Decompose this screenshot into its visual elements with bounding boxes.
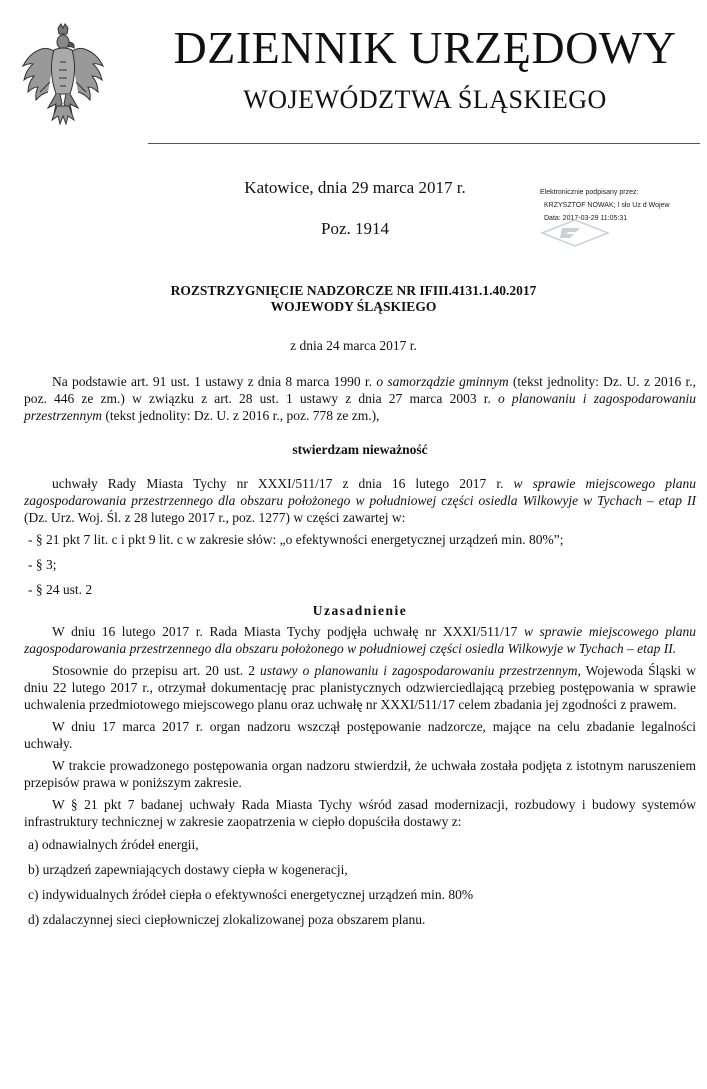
position-number: Poz. 1914 [321,219,389,238]
polish-eagle-icon [20,22,106,132]
justification-heading: Uzasadnienie [312,603,408,618]
act-date: z dnia 24 marca 2017 r. [290,338,417,353]
signature-date: Data: 2017-03-29 11:05:31 [544,215,628,222]
list-item: - § 24 ust. 2 [28,582,93,597]
gazette-subtitle: WOJEWÓDZTWA ŚLĄSKIEGO [243,85,607,114]
signature-signer: KRZYSZTOF NOWAK; I sło Uz d Wojew [544,202,670,209]
list-item: a) odnawialnych źródeł energii, [28,837,199,852]
gazette-title: DZIENNIK URZĘDOWY [173,22,677,73]
justification-paragraph: W dniu 16 lutego 2017 r. Rada Miasta Tychy podjęła uchwałę nr XXXI/511/17 w sprawie miejscowego planu zagospodarowania przestrzennego dla obszaru położonego w południowej części osiedla Wilkowyje w Tychach – etap II. [24,624,696,656]
signature-stamp-icon [540,218,610,248]
list-item: - § 21 pkt 7 lit. c i pkt 9 lit. c w zakresie słów: „o efektywności energetycznej urządzeń min. 80%”; [28,532,564,547]
justification-paragraph: W dniu 17 marca 2017 r. organ nadzoru wszczął postępowanie nadzorcze, mające na celu zbadanie legalności uchwały. [24,719,696,751]
act-title-line1: ROZSTRZYGNIĘCIE NADZORCZE NR IFIII.4131.1.40.2017 [170,283,537,298]
place-date: Katowice, dnia 29 marca 2017 r. [244,178,466,197]
list-item: c) indywidualnych źródeł ciepła o efektywności energetycznej urządzeń min. 80% [28,887,474,902]
header-divider [148,143,700,144]
justification-paragraph: W § 21 pkt 7 badanej uchwały Rada Miasta Tychy wśród zasad modernizacji, rozbudowy i budowy systemów infrastruktury technicznej w zakresie zaopatrzenia w ciepło dopuściła dostawy z: [24,797,696,829]
list-item: - § 3; [28,557,57,572]
decision-heading: stwierdzam nieważność [292,442,428,457]
list-item: b) urządzeń zapewniających dostawy ciepła w kogeneracji, [28,862,348,877]
justification-paragraph: W trakcie prowadzonego postępowania organ nadzoru stwierdził, że uchwała została podjęta z istotnym naruszeniem przepisów prawa w poniższym zakresie. [24,758,696,790]
resolution-paragraph: uchwały Rady Miasta Tychy nr XXXI/511/17 z dnia 16 lutego 2017 r. w sprawie miejscowego planu zagospodarowania przestrzennego dla obszaru położonego w południowej części osiedla Wilkowyje w Tychach – etap II (Dz. Urz. Woj. Śl. z 28 lutego 2017 r., poz. 1277) w części zawartej w: [24,476,697,525]
document-body [24,373,696,928]
legal-basis-paragraph: Na podstawie art. 91 ust. 1 ustawy z dnia 8 marca 1990 r. o samorządzie gminnym (tekst jednolity: Dz. U. z 2016 r., poz. 446 ze zm.) w związku z art. 28 ust. 1 ustawy z dnia 27 marca 2003 r. o planowaniu i zagospodarowaniu przestrzennym (tekst jednolity: Dz. U. z 2016 r., poz. 778 ze zm.), [24,374,696,423]
act-title-line2: WOJEWODY ŚLĄSKIEGO [270,299,437,314]
signature-caption: Elektronicznie podpisany przez: [540,189,639,196]
justification-paragraph: Stosownie do przepisu art. 20 ust. 2 ustawy o planowaniu i zagospodarowaniu przestrzennym, Wojewoda Śląski w dniu 22 lutego 2017 r., otrzymał dokumentację prac planistycznych odzwierciedlającą przebieg postępowania w sprawie uchwalenia przedmiotowego miejscowego planu oraz uchwałę nr XXXI/511/17 celem zbadania jej zgodności z prawem. [24,663,696,712]
act-title [40,283,667,315]
list-item: d) zdalaczynnej sieci ciepłowniczej zlokalizowanej poza obszarem planu. [28,912,426,927]
